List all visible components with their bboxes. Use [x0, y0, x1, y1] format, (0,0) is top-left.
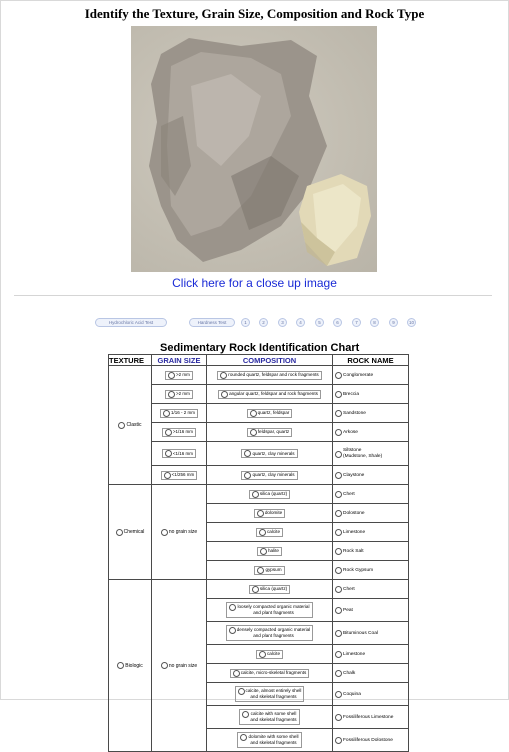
rock-name-label: Sandstone: [343, 410, 366, 416]
rock-name-sublabel: (Mudstone, Shale): [343, 454, 383, 459]
rock-name-header: ROCK NAME: [333, 355, 409, 366]
composition-label: quartz, clay minerals: [252, 450, 295, 456]
composition-radio[interactable]: [250, 429, 257, 436]
rock-name-label: Rock Gypsum: [343, 567, 374, 573]
composition-label: silica (quartz): [259, 491, 288, 496]
composition-label: quartz, feldspar: [257, 410, 290, 415]
rock-radio[interactable]: [335, 548, 342, 555]
no-grain-radio[interactable]: [161, 662, 168, 669]
size-radio[interactable]: [165, 450, 172, 457]
composition-label: dolomite with some shell: [248, 734, 299, 739]
biologic-grain-cell: [152, 580, 207, 752]
composition-label: calcite: [266, 529, 281, 534]
page-title: Identify the Texture, Grain Size, Composition and Rock Type: [84, 6, 425, 21]
composition-label: dolomite: [264, 510, 283, 515]
hardness-2-button[interactable]: 2: [259, 318, 268, 327]
rock-radio[interactable]: [335, 691, 342, 698]
composition-label: calcite, micro-skeletal fragments: [240, 670, 307, 675]
chemical-cell: [109, 485, 152, 580]
table-row: [109, 404, 409, 423]
hardness-9-button[interactable]: 9: [389, 318, 398, 327]
rock-radio[interactable]: [335, 410, 342, 417]
composition-label: loosely compacted organic material: [237, 604, 310, 609]
rock-radio[interactable]: [335, 451, 342, 458]
composition-label: gypsum: [265, 567, 282, 572]
table-row: [109, 466, 409, 485]
rock-name-label: Limestone: [343, 529, 366, 535]
rock-radio[interactable]: [335, 607, 342, 614]
composition-radio[interactable]: [257, 567, 264, 574]
rock-radio[interactable]: [335, 472, 342, 479]
header-row: [109, 355, 409, 366]
grain-size-header: GRAIN SIZE: [152, 355, 207, 366]
rock-photo: [131, 26, 377, 272]
composition-radio[interactable]: [240, 734, 247, 741]
composition-radio[interactable]: [259, 529, 266, 536]
hardness-7-button[interactable]: 7: [352, 318, 361, 327]
composition-radio[interactable]: [229, 627, 236, 634]
table-row: [109, 485, 409, 504]
no-grain-radio[interactable]: [161, 529, 168, 536]
table-row: [109, 442, 409, 466]
grain-size-label: <1/16 mm: [172, 450, 194, 456]
composition-radio[interactable]: [250, 410, 257, 417]
composition-label: rounded quartz, feldspar and rock fragments: [228, 372, 319, 377]
no-grain-label: no grain size: [168, 529, 198, 535]
composition-radio[interactable]: [257, 510, 264, 517]
test-toolbar: [0, 318, 509, 328]
grain-size-label: >2 mm: [176, 391, 190, 396]
hardness-4-button[interactable]: 4: [296, 318, 305, 327]
rock-radio[interactable]: [335, 651, 342, 658]
rock-radio[interactable]: [335, 714, 342, 721]
composition-label: calcite, almost entirely shell: [245, 688, 302, 693]
composition-radio[interactable]: [221, 391, 228, 398]
divider: [14, 295, 492, 296]
composition-radio[interactable]: [233, 670, 240, 677]
composition-radio[interactable]: [244, 450, 251, 457]
rock-name-label: Fossiliferous Dolostone: [343, 737, 393, 743]
rock-name-label: Chalk: [343, 670, 356, 676]
composition-sublabel: and skeletal fragments: [250, 717, 297, 722]
composition-radio[interactable]: [238, 688, 245, 695]
composition-radio[interactable]: [242, 711, 249, 718]
composition-radio[interactable]: [259, 651, 266, 658]
composition-label: densely compacted organic material: [236, 627, 311, 632]
rock-radio[interactable]: [335, 372, 342, 379]
composition-label: angular quartz, feldspar and rock fragments: [229, 391, 318, 396]
rock-radio[interactable]: [335, 391, 342, 398]
composition-radio[interactable]: [220, 372, 227, 379]
composition-label: halite: [268, 548, 279, 553]
clastic-cell: [109, 366, 152, 485]
rock-name-label: Bituminous Coal: [343, 630, 378, 636]
composition-label: calcite with some shell: [250, 711, 297, 716]
hardness-3-button[interactable]: 3: [278, 318, 287, 327]
rock-radio[interactable]: [335, 429, 342, 436]
rock-name-label: Chert: [343, 586, 355, 592]
size-radio[interactable]: [163, 410, 170, 417]
composition-radio[interactable]: [260, 548, 267, 555]
composition-label: feldspar, quartz: [257, 429, 290, 434]
composition-radio[interactable]: [252, 491, 259, 498]
hardness-test-button[interactable]: Hardness Test: [189, 318, 235, 327]
size-radio[interactable]: [168, 391, 175, 398]
composition-sublabel: and skeletal fragments: [250, 694, 297, 699]
rock-radio[interactable]: [335, 529, 342, 536]
rock-radio[interactable]: [335, 586, 342, 593]
chart-title: Sedimentary Rock Identification Chart: [160, 342, 360, 354]
grain-size-label: <1/256 mm: [171, 472, 195, 477]
size-radio[interactable]: [165, 429, 172, 436]
chemical-radio[interactable]: [116, 529, 123, 536]
grain-size-label: 1/16 - 2 mm: [170, 410, 195, 415]
clastic-label: Clastic: [126, 422, 142, 428]
table-row: [109, 580, 409, 599]
biologic-radio[interactable]: [117, 662, 124, 669]
composition-label: calcite: [266, 651, 281, 656]
table-row: [109, 423, 409, 442]
size-radio[interactable]: [164, 472, 171, 479]
hardness-1-button[interactable]: 1: [241, 318, 250, 327]
grain-size-label: >2 mm: [176, 372, 190, 377]
rock-name-label: Coquina: [343, 691, 361, 697]
rock-name-label: Chert: [343, 491, 355, 497]
texture-header: TEXTURE: [109, 355, 152, 366]
chemical-grain-cell: [152, 485, 207, 580]
biologic-label: Biologic: [125, 662, 143, 669]
composition-label: silica (quartz): [259, 586, 288, 591]
composition-radio[interactable]: [244, 472, 251, 479]
rock-name-label: Arkose: [343, 429, 358, 435]
rock-name-label: Limestone: [343, 651, 366, 657]
rock-name-label: Claystone: [343, 472, 365, 478]
composition-header: COMPOSITION: [207, 355, 333, 366]
no-grain-label: no grain size: [168, 662, 198, 669]
hardness-10-button[interactable]: 10: [408, 320, 414, 325]
rock-name-label: Breccia: [343, 391, 359, 397]
table-row: [109, 385, 409, 404]
composition-sublabel: and skeletal fragments: [250, 740, 297, 745]
closeup-link[interactable]: Click here for a close up image: [172, 276, 337, 290]
rock-name-label: Peat: [343, 607, 353, 613]
rock-name-label: Conglomerate: [343, 372, 374, 378]
rock-name-label: Dolostone: [343, 510, 365, 516]
hardness-6-button[interactable]: 6: [333, 318, 342, 327]
identification-chart: [108, 354, 409, 752]
composition-radio[interactable]: [229, 604, 236, 611]
rock-name-label: Fossiliferous Limestone: [343, 714, 394, 720]
biologic-cell: [109, 580, 152, 752]
rock-radio[interactable]: [335, 567, 342, 574]
rock-radio[interactable]: [335, 491, 342, 498]
composition-sublabel: and plant fragments: [253, 610, 294, 615]
rock-radio[interactable]: [335, 510, 342, 517]
clastic-radio[interactable]: [118, 422, 125, 429]
table-row: [109, 366, 409, 385]
rock-radio[interactable]: [335, 630, 342, 637]
hardness-8-button[interactable]: 8: [370, 318, 379, 327]
rock-radio[interactable]: [335, 737, 342, 744]
composition-radio[interactable]: [252, 586, 259, 593]
rock-name-label: Rock Salt: [343, 548, 364, 554]
hardness-5-button[interactable]: 5: [315, 318, 324, 327]
acid-test-button[interactable]: Hydrochloric Acid Test: [95, 318, 167, 327]
rock-radio[interactable]: [335, 670, 342, 677]
composition-sublabel: and plant fragments: [253, 633, 294, 638]
chemical-label: Chemical: [123, 529, 145, 535]
rock-name-label: Siltstone: [343, 448, 362, 453]
composition-label: quartz, clay minerals: [252, 472, 295, 477]
size-radio[interactable]: [168, 372, 175, 379]
grain-size-label: >1/16 mm: [172, 429, 194, 434]
